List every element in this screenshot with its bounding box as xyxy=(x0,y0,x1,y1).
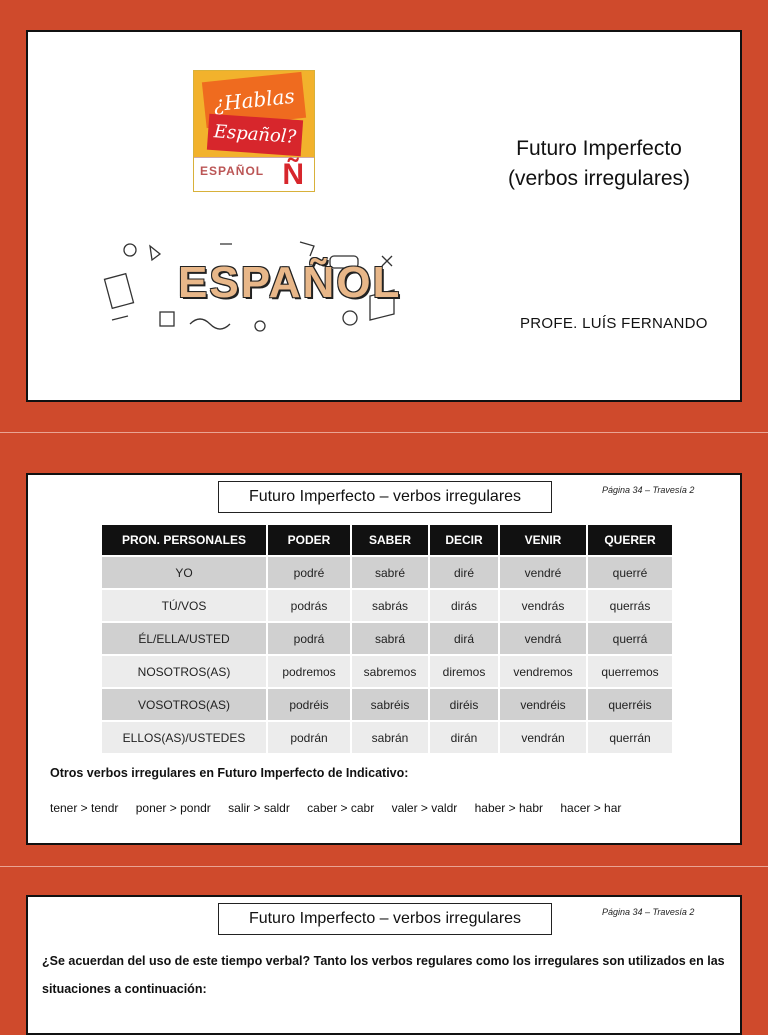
table-row xyxy=(102,721,672,753)
table-cell: dirá xyxy=(429,622,499,655)
slide-separator xyxy=(0,866,768,867)
others-heading: Otros verbos irregulares en Futuro Imperfecto de Indicativo: xyxy=(50,766,409,780)
usage-question: ¿Se acuerdan del uso de este tiempo verbal? Tanto los verbos regulares como los irregulares son utilizados en las situaciones a continuación: xyxy=(42,954,725,996)
author-name: PROFE. LUÍS FERNANDO xyxy=(520,315,708,332)
table-row xyxy=(102,589,672,622)
slide-separator xyxy=(0,432,768,433)
header-pronouns: PRON. PERSONALES xyxy=(102,525,267,556)
conjugation-table xyxy=(102,525,672,753)
slide-box-title: Futuro Imperfecto – verbos irregulares xyxy=(218,481,552,513)
header-querer: QUERER xyxy=(587,525,672,556)
logo-band-word: ESPAÑOL xyxy=(200,164,265,178)
table-row xyxy=(102,655,672,688)
table-cell: podremos xyxy=(267,655,351,688)
table-cell: vendremos xyxy=(499,655,587,688)
table-cell: diréis xyxy=(429,688,499,721)
table-cell: podrás xyxy=(267,589,351,622)
table-cell: vendréis xyxy=(499,688,587,721)
table-cell: sabremos xyxy=(351,655,429,688)
table-cell: dirán xyxy=(429,721,499,753)
table-cell: dirás xyxy=(429,589,499,622)
header-decir: DECIR xyxy=(429,525,499,556)
table-row xyxy=(102,622,672,655)
page-reference: Página 34 – Travesía 2 xyxy=(602,907,695,917)
logo-band xyxy=(194,157,314,192)
table-cell: podré xyxy=(267,556,351,589)
table-cell: YO xyxy=(102,556,267,589)
slide-cover xyxy=(26,30,742,402)
other-verb-item: salir > saldr xyxy=(228,801,290,815)
table-cell: TÚ/VOS xyxy=(102,589,267,622)
table-cell: NOSOTROS(AS) xyxy=(102,655,267,688)
table-cell: sabréis xyxy=(351,688,429,721)
table-row xyxy=(102,556,672,589)
table-cell: sabrán xyxy=(351,721,429,753)
table-cell: querremos xyxy=(587,655,672,688)
table-cell: vendrá xyxy=(499,622,587,655)
table-cell: podrá xyxy=(267,622,351,655)
other-verb-item: valer > valdr xyxy=(391,801,458,815)
logo-bubble-bottom: Español? xyxy=(207,114,303,156)
doodle-word: ESPAÑOL xyxy=(178,258,402,307)
table-cell: podréis xyxy=(267,688,351,721)
table-row xyxy=(102,688,672,721)
table-header-row xyxy=(102,525,672,556)
header-saber: SABER xyxy=(351,525,429,556)
logo-band-letter: Ñ xyxy=(282,158,304,191)
logo-bubble-top: ¿Hablas xyxy=(202,72,306,128)
other-verb-item: poner > pondr xyxy=(135,801,211,815)
table-cell: querrás xyxy=(587,589,672,622)
slide-box-title: Futuro Imperfecto – verbos irregulares xyxy=(218,903,552,935)
cover-title xyxy=(494,134,704,194)
table-cell: diremos xyxy=(429,655,499,688)
table-cell: vendré xyxy=(499,556,587,589)
slide-conjugation xyxy=(26,473,742,845)
table-cell: sabrá xyxy=(351,622,429,655)
cover-title-line1: Futuro Imperfecto xyxy=(516,137,682,160)
header-poder: PODER xyxy=(267,525,351,556)
espanol-doodle-image xyxy=(100,236,408,340)
table-cell: querrá xyxy=(587,622,672,655)
hablas-espanol-logo xyxy=(193,70,315,192)
cover-title-line2: (verbos irregulares) xyxy=(507,167,691,190)
other-verbs-list xyxy=(50,801,635,815)
table-cell: podrán xyxy=(267,721,351,753)
table-cell: diré xyxy=(429,556,499,589)
table-cell: VOSOTROS(AS) xyxy=(102,688,267,721)
table-cell: ÉL/ELLA/USTED xyxy=(102,622,267,655)
header-venir: VENIR xyxy=(499,525,587,556)
table-cell: vendrán xyxy=(499,721,587,753)
table-cell: ELLOS(AS)/USTEDES xyxy=(102,721,267,753)
other-verb-item: tener > tendr xyxy=(50,801,119,815)
table-cell: sabré xyxy=(351,556,429,589)
table-cell: querrán xyxy=(587,721,672,753)
other-verb-item: caber > cabr xyxy=(307,801,375,815)
table-cell: sabrás xyxy=(351,589,429,622)
page-reference: Página 34 – Travesía 2 xyxy=(602,485,695,495)
other-verb-item: hacer > har xyxy=(560,801,622,815)
slide-usage xyxy=(26,895,742,1035)
table-cell: vendrás xyxy=(499,589,587,622)
table-cell: querréis xyxy=(587,688,672,721)
table-cell: querré xyxy=(587,556,672,589)
other-verb-item: haber > habr xyxy=(474,801,543,815)
